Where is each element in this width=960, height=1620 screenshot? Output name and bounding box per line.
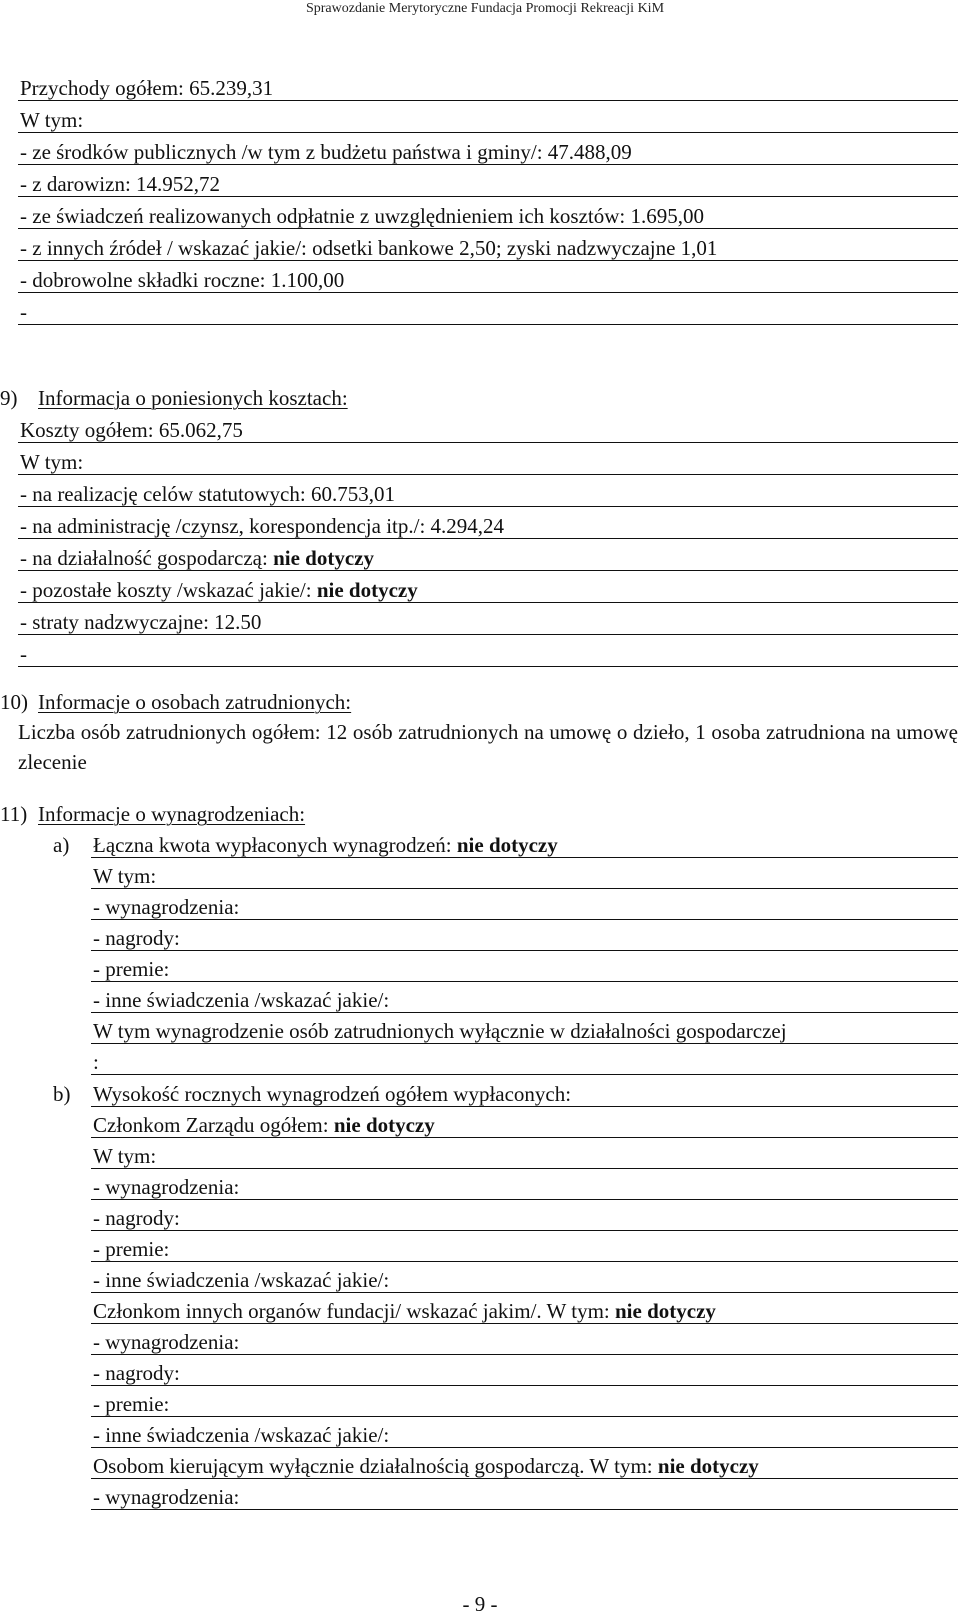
b-wages: - wynagrodzenia: [91, 1175, 958, 1200]
costs-extraordinary-losses: - straty nadzwyczajne: 12.50 [18, 610, 958, 635]
page-header-text: Sprawozdanie Merytoryczne Fundacja Promocji Rekreacji KiM [305, 1, 665, 16]
costs-other [18, 578, 958, 603]
costs-business-label: - na działalność gospodarczą: [20, 546, 274, 570]
income-other-sources: - z innych źródeł / wskazać jakie/: odsetki bankowe 2,50; zyski nadzwyczajne 1,01 [18, 236, 958, 261]
costs-administration: - na administrację /czynsz, korespondencja itp./: 4.294,24 [18, 514, 958, 539]
organs-awards: - nagrody: [91, 1361, 958, 1386]
costs-other-label: - pozostałe koszty /wskazać jakie/: [20, 578, 317, 602]
employees-section-number: 10) [0, 690, 28, 714]
costs-empty-row: - [18, 642, 958, 667]
a-colon-row: : [91, 1050, 958, 1075]
total-remuneration [91, 833, 958, 858]
a-awards: - nagrody: [91, 926, 958, 951]
b-other-benefits: - inne świadczenia /wskazać jakie/: [91, 1268, 958, 1293]
costs-w-tym: W tym: [18, 450, 958, 475]
employees-count-text: Liczba osób zatrudnionych ogółem: 12 osób zatrudnionych na umowę o dzieło, 1 osoba zatrudniona na umowę zlecenie [18, 720, 958, 774]
subsection-a-letter: a) [53, 833, 70, 857]
page-header [0, 0, 960, 18]
business-managers [91, 1454, 958, 1479]
income-empty-row: - [18, 300, 958, 325]
costs-total: Koszty ogółem: 65.062,75 [18, 418, 958, 443]
income-public-funds: - ze środków publicznych /w tym z budżetu państwa i gminy/: 47.488,09 [18, 140, 958, 165]
total-remuneration-value: nie dotyczy [456, 833, 558, 857]
costs-heading [36, 386, 348, 410]
b-w-tym: W tym: [91, 1144, 958, 1169]
a-w-tym: W tym: [91, 864, 958, 889]
remuneration-heading [36, 802, 305, 826]
board-members-value: nie dotyczy [333, 1113, 435, 1137]
b-bonuses: - premie: [91, 1237, 958, 1262]
costs-section-number: 9) [0, 386, 18, 410]
total-remuneration-label: Łączna kwota wypłaconych wynagrodzeń: [93, 833, 457, 857]
employees-heading [36, 690, 351, 714]
income-w-tym: W tym: [18, 108, 958, 133]
board-members-total [91, 1113, 958, 1138]
page-number: - 9 - [462, 1592, 498, 1616]
income-total: Przychody ogółem: 65.239,31 [18, 76, 958, 101]
other-organs-value: nie dotyczy [615, 1299, 716, 1323]
costs-business-value: nie dotyczy [273, 546, 374, 570]
other-organs-members [91, 1299, 958, 1324]
costs-other-value: nie dotyczy [316, 578, 418, 602]
business-managers-label: Osobom kierującym wyłącznie działalnością gospodarczą. W tym: [93, 1454, 658, 1478]
subsection-b-letter: b) [53, 1082, 71, 1106]
a-business-only-remuneration: W tym wynagrodzenie osób zatrudnionych wyłącznie w działalności gospodarczej [91, 1019, 958, 1044]
organs-wages: - wynagrodzenia: [91, 1330, 958, 1355]
annual-remuneration-title: Wysokość rocznych wynagrodzeń ogółem wypłaconych: [91, 1082, 958, 1107]
organs-other-benefits: - inne świadczenia /wskazać jakie/: [91, 1423, 958, 1448]
income-membership-fees: - dobrowolne składki roczne: 1.100,00 [18, 268, 958, 293]
a-other-benefits: - inne świadczenia /wskazać jakie/: [91, 988, 958, 1013]
managers-wages: - wynagrodzenia: [91, 1485, 958, 1510]
employees-heading-text: Informacje o osobach zatrudnionych: [38, 690, 352, 714]
a-bonuses: - premie: [91, 957, 958, 982]
income-donations: - z darowizn: 14.952,72 [18, 172, 958, 197]
remuneration-heading-text: Informacje o wynagrodzeniach: [38, 802, 306, 826]
a-wages: - wynagrodzenia: [91, 895, 958, 920]
income-paid-services: - ze świadczeń realizowanych odpłatnie z uwzględnieniem ich kosztów: 1.695,00 [18, 204, 958, 229]
other-organs-label: Członkom innych organów fundacji/ wskazać jakim/. W tym: [93, 1299, 615, 1323]
b-awards: - nagrody: [91, 1206, 958, 1231]
costs-business-activity [18, 546, 958, 571]
costs-statutory: - na realizację celów statutowych: 60.753,01 [18, 482, 958, 507]
remuneration-section-number: 11) [0, 802, 28, 826]
board-members-label: Członkom Zarządu ogółem: [93, 1113, 334, 1137]
costs-heading-text: Informacja o poniesionych kosztach: [38, 386, 348, 410]
organs-bonuses: - premie: [91, 1392, 958, 1417]
business-managers-value: nie dotyczy [657, 1454, 759, 1478]
